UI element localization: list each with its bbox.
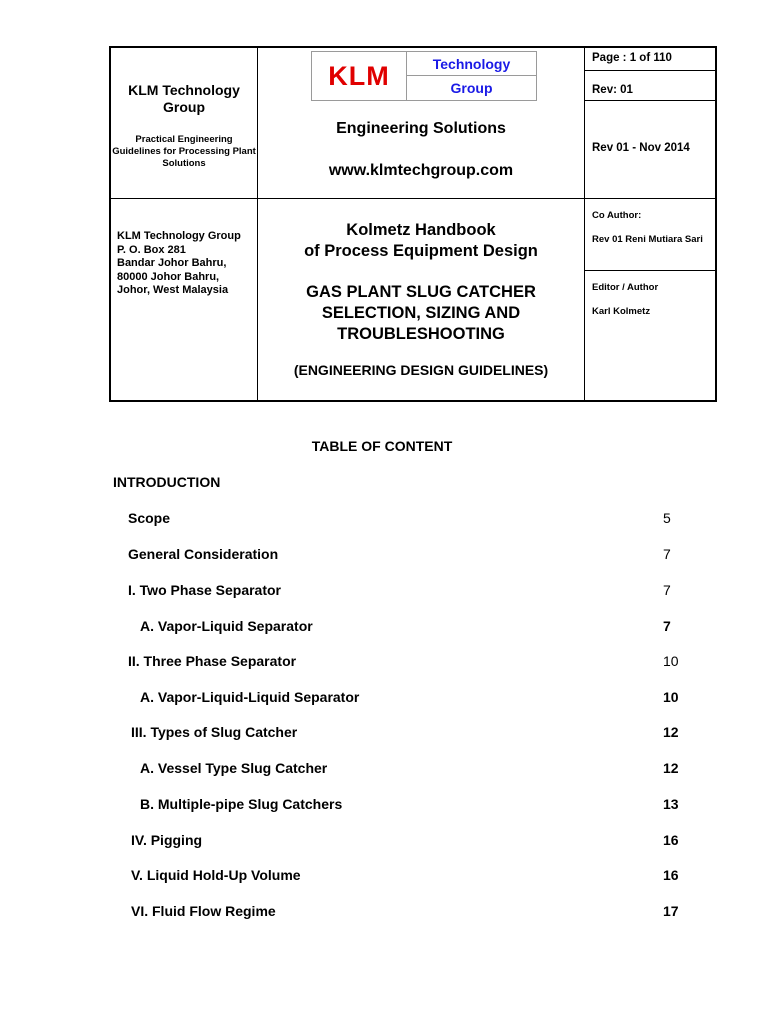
document-title-line: TROUBLESHOOTING xyxy=(337,325,505,343)
toc-entry-label: Scope xyxy=(128,510,171,526)
header-divider xyxy=(111,198,715,199)
toc-entry xyxy=(0,867,768,887)
header-divider xyxy=(584,100,715,101)
toc-entry xyxy=(0,760,768,780)
address-line: KLM Technology Group xyxy=(117,230,241,242)
handbook-title-line: Kolmetz Handbook xyxy=(346,221,496,239)
toc-entry-page: 7 xyxy=(663,618,671,634)
revision-number: Rev: 01 xyxy=(592,84,633,96)
toc-entry-page: 16 xyxy=(663,867,679,883)
toc-entry xyxy=(0,796,768,816)
toc-entry-page: 10 xyxy=(663,689,679,705)
klm-logo xyxy=(311,51,537,101)
company-address xyxy=(117,230,241,298)
toc-entry xyxy=(0,724,768,744)
logo-klm-text: KLM xyxy=(312,52,407,100)
toc-section-heading: INTRODUCTION xyxy=(113,474,221,490)
company-tagline: Practical Engineering Guidelines for Processing Plant Solutions xyxy=(112,134,256,169)
toc-entry-page: 13 xyxy=(663,796,679,812)
toc-entry-label: V. Liquid Hold-Up Volume xyxy=(131,867,301,883)
page-count: Page : 1 of 110 xyxy=(592,52,672,64)
address-line: Bandar Johor Bahru, xyxy=(117,257,227,269)
document-header-table xyxy=(109,46,717,402)
toc-entry-label: A. Vapor-Liquid Separator xyxy=(140,618,313,634)
engineering-solutions: Engineering Solutions xyxy=(336,120,506,137)
document-title-line: SELECTION, SIZING AND xyxy=(321,304,521,322)
toc-entry xyxy=(0,832,768,852)
toc-entry-page: 7 xyxy=(663,546,671,562)
toc-entry-page: 17 xyxy=(663,903,679,919)
toc-entry xyxy=(0,653,768,673)
toc-entry xyxy=(0,510,768,530)
toc-entry xyxy=(0,618,768,638)
toc-entry-page: 5 xyxy=(663,510,671,526)
co-author-label: Co Author: xyxy=(592,210,642,221)
co-author-name: Rev 01 Reni Mutiara Sari xyxy=(592,234,703,245)
toc-title: TABLE OF CONTENT xyxy=(311,438,453,454)
toc-entry-page: 16 xyxy=(663,832,679,848)
toc-entry-label: II. Three Phase Separator xyxy=(128,653,297,669)
toc-entry xyxy=(0,546,768,566)
logo-group-text: Group xyxy=(450,80,493,96)
editor-name: Karl Kolmetz xyxy=(592,306,651,317)
toc-entry-label: General Consideration xyxy=(128,546,279,562)
revision-date: Rev 01 - Nov 2014 xyxy=(592,142,690,154)
handbook-title-line: of Process Equipment Design xyxy=(304,242,538,260)
handbook-title xyxy=(258,220,584,262)
website-url: www.klmtechgroup.com xyxy=(328,162,514,179)
toc-entry-label: B. Multiple-pipe Slug Catchers xyxy=(140,796,343,812)
toc-entry-page: 12 xyxy=(663,724,679,740)
address-line: 80000 Johor Bahru, xyxy=(117,270,220,283)
toc-entry-label: I. Two Phase Separator xyxy=(128,582,282,598)
header-divider xyxy=(584,270,715,271)
toc-entry-page: 7 xyxy=(663,582,671,598)
toc-entry-label: A. Vapor-Liquid-Liquid Separator xyxy=(140,689,360,705)
document-subtitle: (ENGINEERING DESIGN GUIDELINES) xyxy=(293,362,549,378)
toc-entry-page: 12 xyxy=(663,760,679,776)
company-name: KLM Technology Group xyxy=(128,82,240,115)
header-divider xyxy=(584,70,715,71)
toc-entry-label: III. Types of Slug Catcher xyxy=(131,724,298,740)
toc-entry-page: 10 xyxy=(663,653,679,669)
toc-entry xyxy=(0,903,768,923)
toc-entry-label: VI. Fluid Flow Regime xyxy=(131,903,276,919)
toc-entry xyxy=(0,582,768,602)
toc-entry xyxy=(0,689,768,709)
toc-entry-label: IV. Pigging xyxy=(131,832,203,848)
editor-label: Editor / Author xyxy=(592,282,659,293)
address-line: Johor, West Malaysia xyxy=(117,284,229,296)
logo-technology-text: Technology xyxy=(407,52,536,76)
address-line: P. O. Box 281 xyxy=(117,243,186,256)
toc-entry-label: A. Vessel Type Slug Catcher xyxy=(140,760,328,776)
document-title-line: GAS PLANT SLUG CATCHER xyxy=(306,283,536,301)
document-title xyxy=(258,282,584,345)
